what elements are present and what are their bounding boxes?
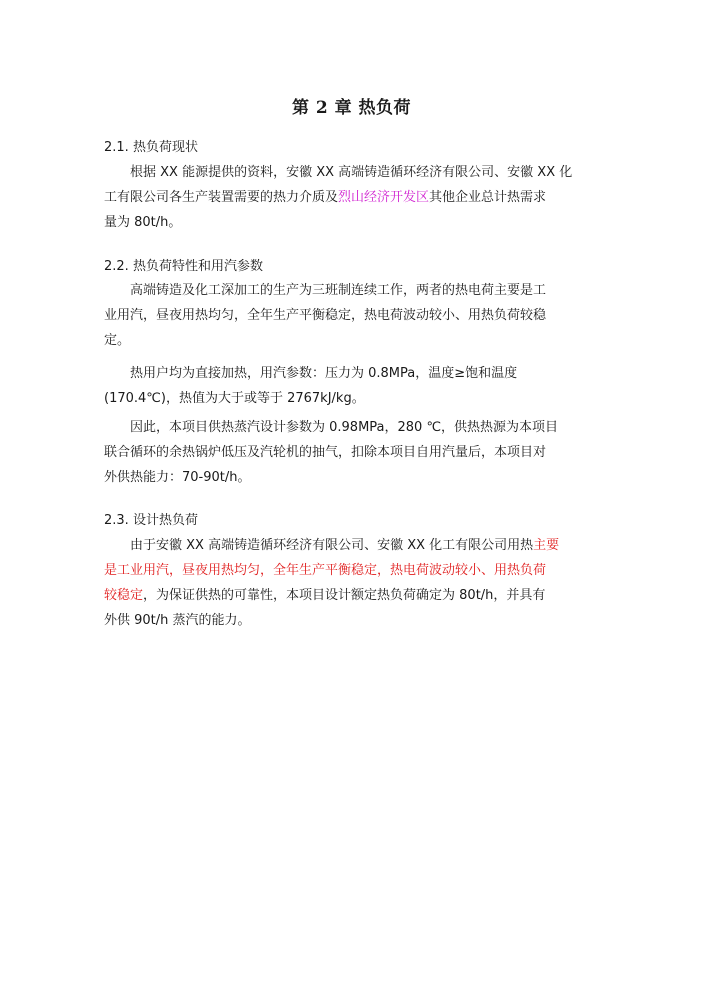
section-heading-2-3: 2.3. 设计热负荷 — [104, 513, 198, 528]
paragraph-line: 高端铸造及化工深加工的生产为三班制连续工作，两者的热电荷主要是工 — [130, 283, 547, 298]
paragraph-line: 定。 — [104, 333, 131, 348]
text-run: 工有限公司各生产装置需要的热力介质及 — [104, 190, 339, 205]
paragraph-design-parameters — [104, 415, 604, 490]
paragraph-line — [104, 583, 604, 608]
highlight-red-text: 是工业用汽，昼夜用热均匀，全年生产平衡稳定，热电荷波动较小、用热负荷 — [104, 563, 547, 578]
paragraph-line: 联合循环的余热锅炉低压及汽轮机的抽气，扣除本项目自用汽量后，本项目对 — [104, 445, 547, 460]
paragraph-line: 根据 XX 能源提供的资料，安徽 XX 高端铸造循环经济有限公司、安徽 XX 化 — [130, 165, 573, 180]
text-run: ，为保证供热的可靠性，本项目设计额定热负荷确定为 80t/h，并具有 — [143, 588, 546, 603]
paragraph-line: 业用汽，昼夜用热均匀，全年生产平衡稳定，热电荷波动较小、用热负荷较稳 — [104, 308, 547, 323]
paragraph-line: 外供 90t/h 蒸汽的能力。 — [104, 613, 251, 628]
highlight-red-text: 较稳定 — [104, 588, 144, 603]
paragraph-line: (170.4℃)，热值为大于或等于 2767kJ/kg。 — [104, 391, 365, 406]
section-heading-2-2: 2.2. 热负荷特性和用汽参数 — [104, 259, 263, 274]
paragraph-line: 因此，本项目供热蒸汽设计参数为 0.98MPa，280 ℃，供热热源为本项目 — [130, 420, 559, 435]
highlight-red-text: 主要 — [533, 538, 560, 553]
highlight-development-zone: 烈山经济开发区 — [338, 190, 430, 205]
paragraph-line: 外供热能力：70-90t/h。 — [104, 470, 251, 485]
paragraph-heat-load-status — [104, 160, 604, 235]
text-run: 由于安徽 XX 高端铸造循环经济有限公司、安徽 XX 化工有限公司用热 — [130, 538, 534, 553]
paragraph-line — [104, 533, 604, 558]
paragraph-design-heat-load — [104, 533, 604, 633]
chapter-title: 第 2 章 热负荷 — [291, 98, 412, 118]
text-run: 其他企业总计热需求 — [429, 190, 547, 205]
paragraph-line — [104, 185, 604, 210]
paragraph-line: 热用户均为直接加热，用汽参数：压力为 0.8MPa，温度≥饱和温度 — [130, 366, 518, 381]
paragraph-steam-parameters — [104, 361, 604, 411]
paragraph-heat-load-characteristics — [104, 278, 604, 353]
section-heading-2-1: 2.1. 热负荷现状 — [104, 140, 198, 155]
paragraph-line: 量为 80t/h。 — [104, 215, 182, 230]
